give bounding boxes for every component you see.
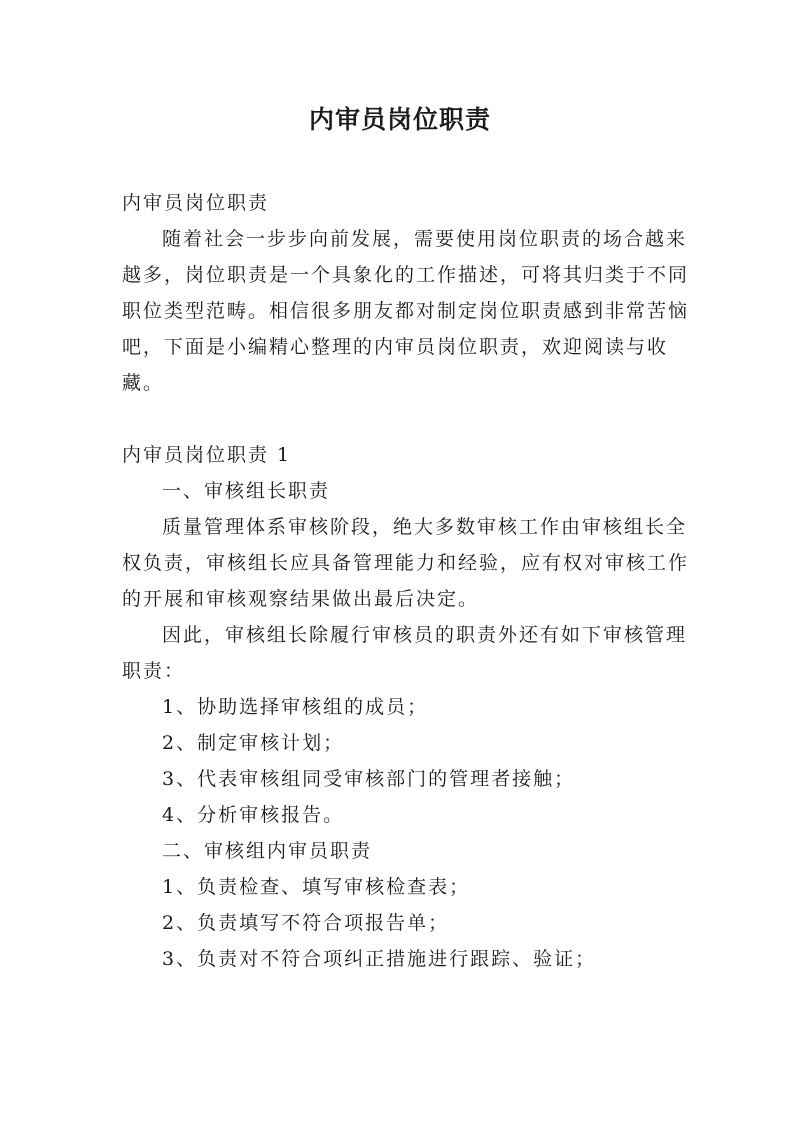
list-item: 4、分析审核报告。: [162, 804, 345, 826]
intro-paragraph: 随着社会一步步向前发展，需要使用岗位职责的场合越来越多，岗位职责是一个具象化的工作描述，可将其归类于不同职位类型范畴。相信很多朋友都对制定岗位职责感到非常苦恼吧，下面是小编精心整理的内审员岗位职责，欢迎阅读与收藏。: [122, 228, 690, 394]
list-item: 3、代表审核组同受审核部门的管理者接触；: [162, 768, 576, 790]
document-title: 内审员岗位职责: [308, 105, 491, 134]
section-heading: 内审员岗位职责 1: [122, 444, 292, 466]
document-body: [122, 185, 692, 977]
paragraph: 因此，审核组长除履行审核员的职责外还有如下审核管理职责：: [122, 624, 688, 682]
document-subtitle: 内审员岗位职责: [122, 192, 270, 214]
paragraph-gap: [122, 401, 692, 437]
list-item: 1、负责检查、填写审核检查表；: [162, 876, 471, 898]
paragraph: 质量管理体系审核阶段，绝大多数审核工作由审核组长全权负责，审核组长应具备管理能力和经验，应有权对审核工作的开展和审核观察结果做出最后决定。: [122, 516, 690, 610]
part-heading: 一、审核组长职责: [162, 480, 331, 502]
list-item: 3、负责对不符合项纠正措施进行跟踪、验证；: [162, 948, 597, 970]
part-heading: 二、审核组内审员职责: [162, 840, 373, 862]
list-item: 2、制定审核计划；: [162, 732, 345, 754]
list-item: 1、协助选择审核组的成员；: [162, 696, 429, 718]
list-item: 2、负责填写不符合项报告单；: [162, 912, 450, 934]
